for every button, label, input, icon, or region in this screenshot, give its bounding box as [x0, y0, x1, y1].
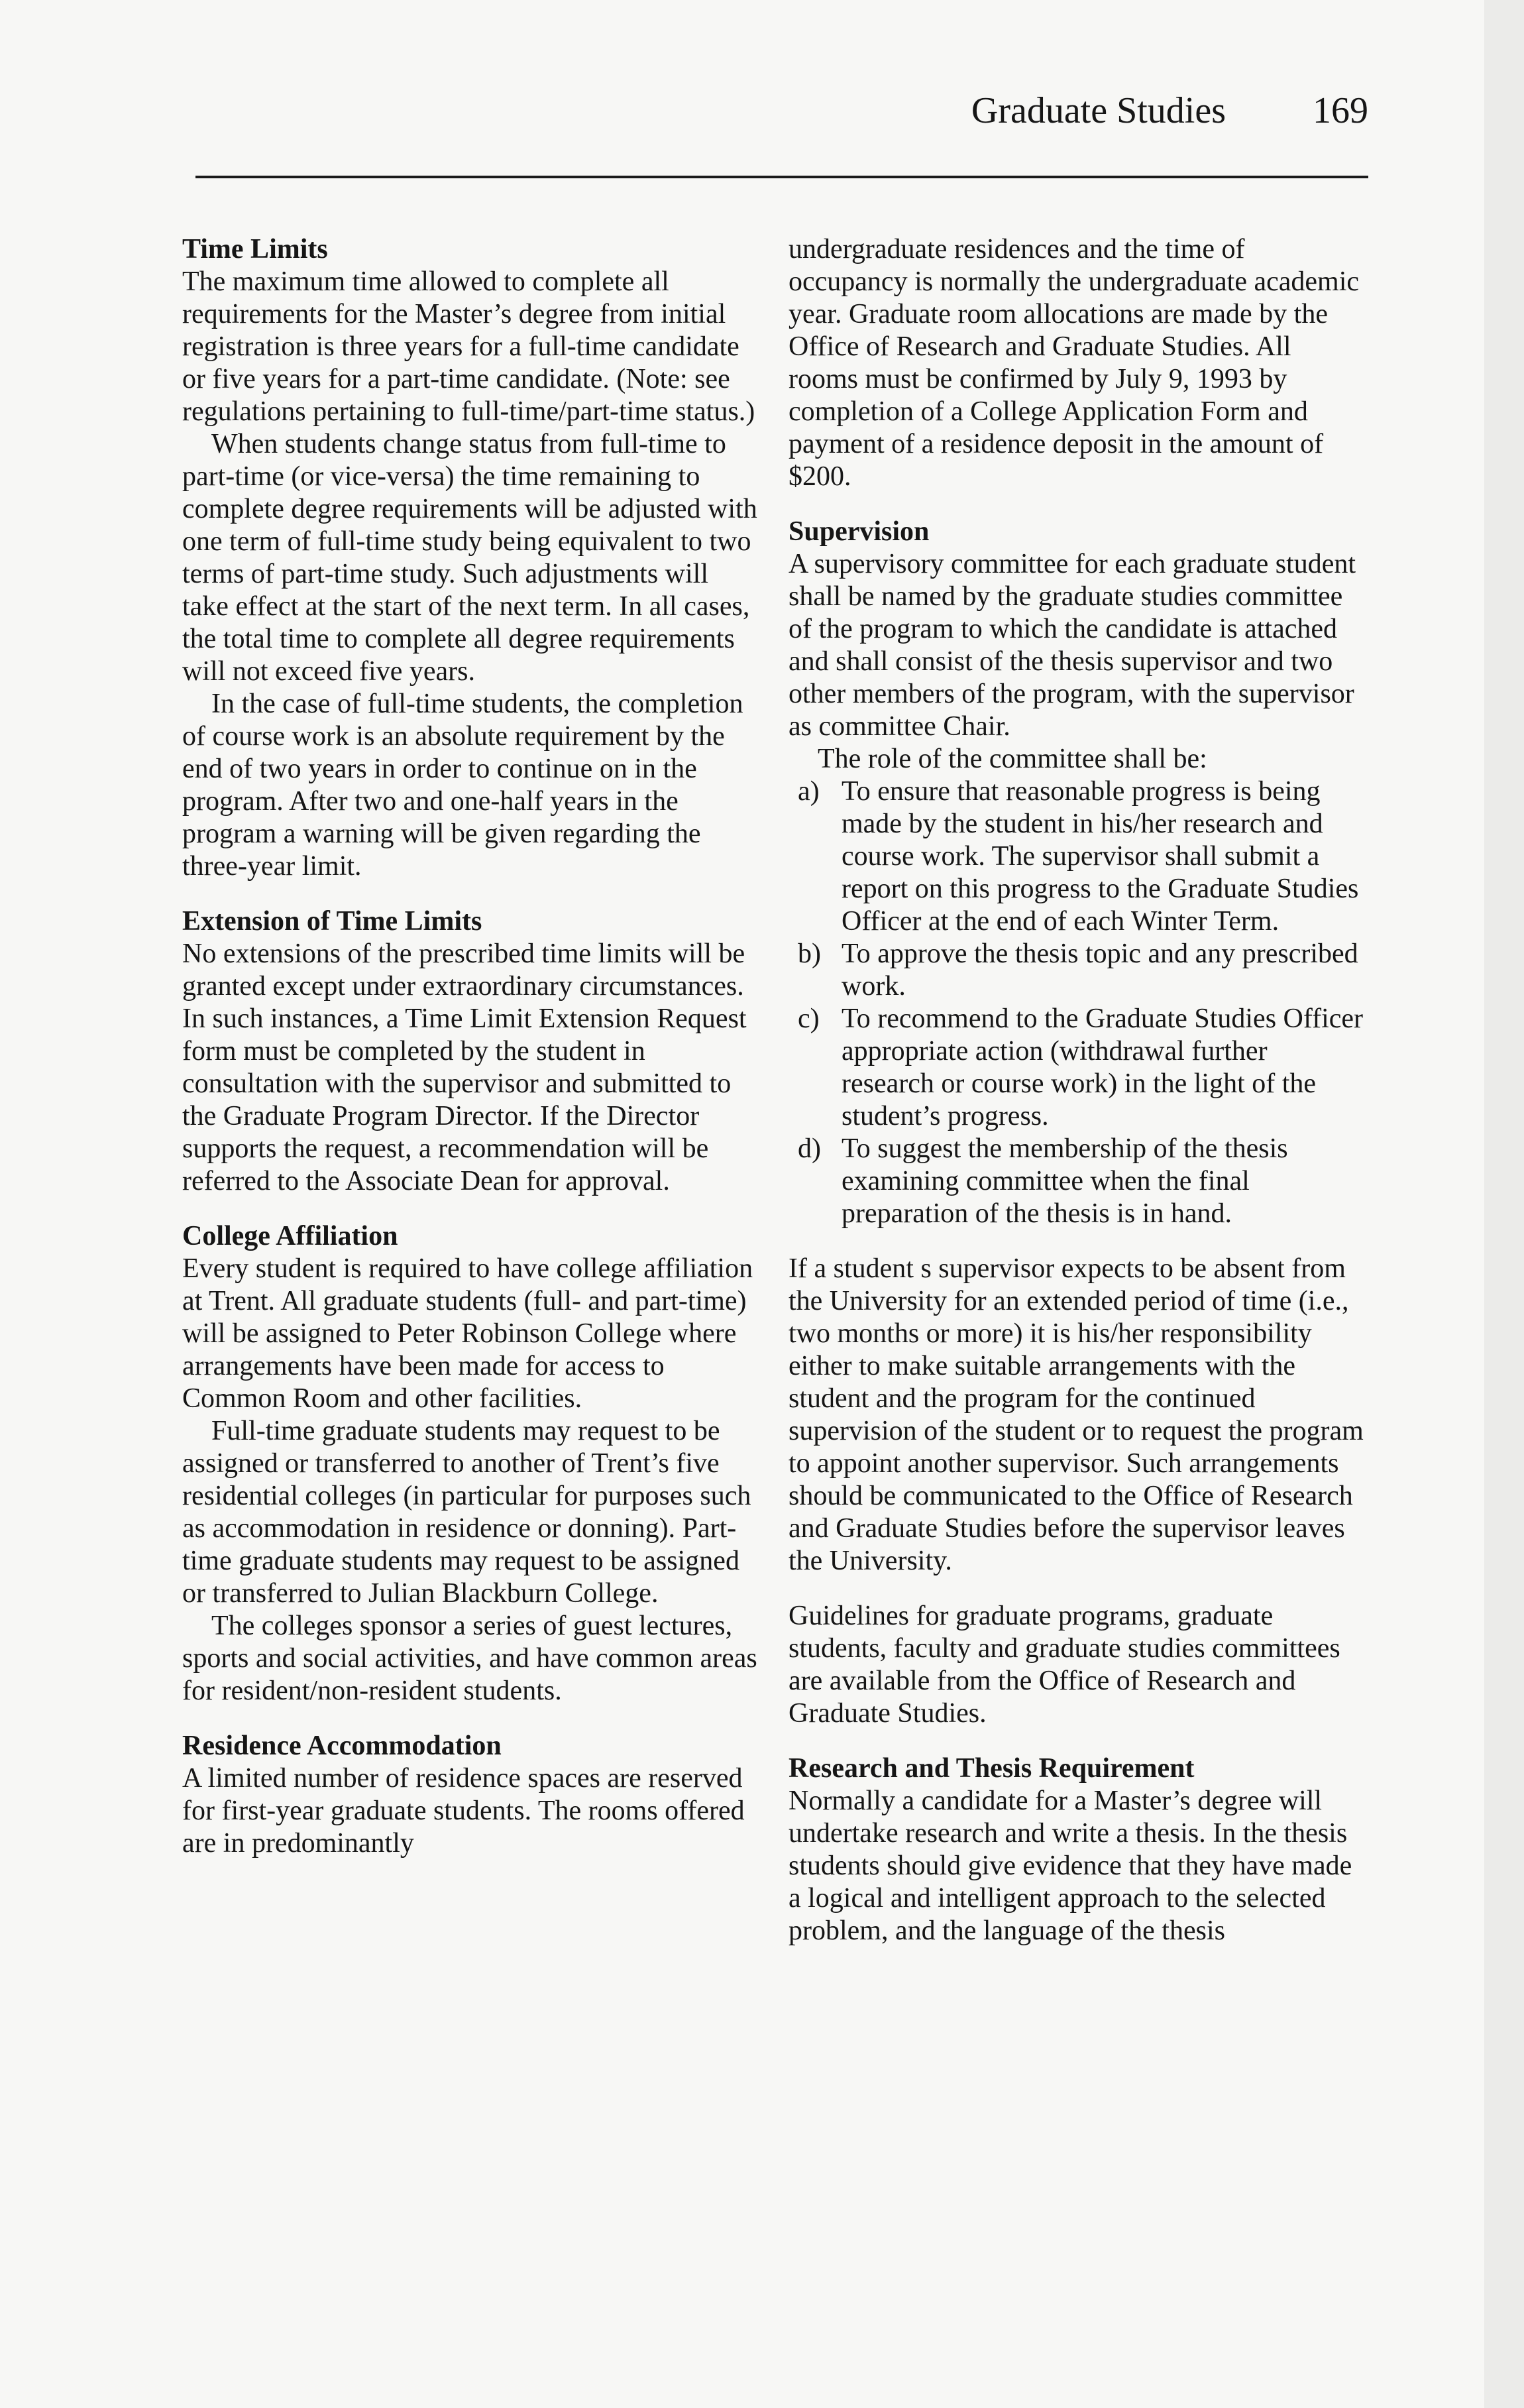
- paragraph: A supervisory committee for each graduate student shall be named by the graduate studies committee of the program to which the candidate is attached and shall consist of the thesis supervisor and two other members of the program, with the supervisor as committee Chair.: [789, 549, 1356, 742]
- list-marker: b): [798, 939, 821, 969]
- header-title: Graduate Studies: [971, 90, 1226, 131]
- list-item: [789, 775, 1365, 938]
- right-column: [789, 233, 1365, 1947]
- section-residence-accommodation: [182, 1730, 759, 1860]
- list-item: [789, 1133, 1365, 1230]
- list-item: [789, 1003, 1365, 1133]
- paragraph: The maximum time allowed to complete all requirements for the Master’s degree from initial registration is three years for a full-time candidate or five years for a part-time candidate. (Note: see regulations pertaining to full-time/part-time status.): [182, 266, 755, 427]
- running-header: [195, 83, 1368, 178]
- guidelines-paragraph: Guidelines for graduate programs, graduate students, faculty and graduate studies committees are available from the Office of Research and Graduate Studies.: [789, 1601, 1340, 1729]
- paragraph: A limited number of residence spaces are reserved for first-year graduate students. The rooms offered are in predominantly: [182, 1763, 745, 1859]
- list-item: [789, 938, 1365, 1003]
- section-heading: Residence Accommodation: [182, 1731, 502, 1761]
- committee-role-list: [789, 775, 1365, 1230]
- section-research-thesis: [789, 1752, 1365, 1947]
- paragraph: When students change status from full-time to part-time (or vice-versa) the time remaining to complete degree requirements will be adjusted with one term of full-time study being equivalent to two terms of part-time study. Such adjustments will take effect at the start of the next term. In all cases, the total time to complete all degree requirements will not exceed five years.: [182, 429, 757, 687]
- section-extension-of-time-limits: [182, 905, 759, 1198]
- paragraph: No extensions of the prescribed time limits will be granted except under extraordinary circumstances. In such instances, a Time Limit Extension Request form must be completed by the student in consultation with the supervisor and submitted to the Graduate Program Director. If the Director supports the request, a recommendation will be referred to the Associate Dean for approval.: [182, 939, 747, 1196]
- list-item-text: To ensure that reasonable progress is being made by the student in his/her research and course work. The supervisor shall submit a report on this progress to the Graduate Studies Officer at the end of each Winter Term.: [842, 776, 1359, 937]
- list-marker: d): [798, 1133, 821, 1164]
- page-number: 169: [1313, 90, 1368, 131]
- paragraph: Normally a candidate for a Master’s degree will undertake research and write a thesis. In the thesis students should give evidence that they have made a logical and intelligent approach to the selected problem, and the language of the thesis: [789, 1786, 1352, 1946]
- section-heading: College Affiliation: [182, 1221, 398, 1251]
- paragraph: The role of the committee shall be:: [818, 744, 1207, 774]
- paragraph: The colleges sponsor a series of guest lectures, sports and social activities, and have common areas for resident/non-resident students.: [182, 1611, 757, 1706]
- list-item-text: To approve the thesis topic and any prescribed work.: [842, 939, 1358, 1002]
- paragraph: In the case of full-time students, the completion of course work is an absolute requirement by the end of two years in order to continue on in the program. After two and one-half years in the program a warning will be given regarding the three-year limit.: [182, 689, 743, 882]
- left-column: [182, 233, 759, 1860]
- absence-paragraph: If a student s supervisor expects to be absent from the University for an extended period of time (i.e., two months or more) it is his/her responsibility either to make suitable arrangements with the student and the program for the continued supervision of the student or to request the program to appoint another supervisor. Such arrangements should be communicated to the Office of Research and Graduate Studies before the supervisor leaves the University.: [789, 1253, 1364, 1576]
- section-time-limits: [182, 233, 759, 883]
- paragraph: Every student is required to have college affiliation at Trent. All graduate students (full- and part-time) will be assigned to Peter Robinson College where arrangements have been made for access to Common Room and other facilities.: [182, 1253, 753, 1414]
- section-heading: Extension of Time Limits: [182, 906, 482, 937]
- list-item-text: To recommend to the Graduate Studies Officer appropriate action (withdrawal further research or course work) in the light of the student’s progress.: [842, 1003, 1364, 1131]
- list-marker: c): [798, 1003, 820, 1034]
- section-heading: Supervision: [789, 516, 930, 547]
- list-item-text: To suggest the membership of the thesis examining committee when the final preparation of the thesis is in hand.: [842, 1133, 1288, 1229]
- section-heading: Time Limits: [182, 234, 328, 264]
- section-college-affiliation: [182, 1220, 759, 1707]
- paragraph: Full-time graduate students may request to be assigned or transferred to another of Trent’s five residential colleges (in particular for purposes such as accommodation in residence or donning). Part-time graduate students may request to be assigned or transferred to Julian Blackburn College.: [182, 1416, 751, 1609]
- section-supervision: [789, 516, 1365, 1230]
- residence-continued-paragraph: undergraduate residences and the time of occupancy is normally the undergraduate academic year. Graduate room allocations are made by the Office of Research and Graduate Studies. All rooms must be confirmed by July 9, 1993 by completion of a College Application Form and payment of a residence deposit in the amount of $200.: [789, 234, 1360, 492]
- list-marker: a): [798, 776, 820, 807]
- section-heading: Research and Thesis Requirement: [789, 1753, 1195, 1784]
